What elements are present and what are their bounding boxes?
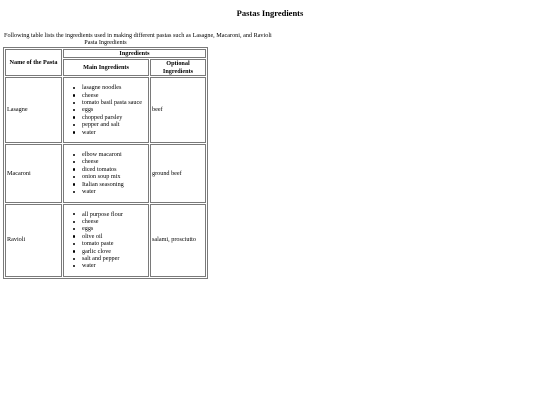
main-ingredients-cell — [63, 144, 149, 202]
page-title: Pastas Ingredients — [236, 8, 304, 18]
table-row — [5, 77, 206, 143]
list-item: cheese — [82, 158, 147, 165]
list-item: all purpose flour — [82, 211, 147, 218]
optional-ingredients-cell: salami, prosciutto — [150, 204, 206, 277]
list-item: tomato basil pasta sauce — [82, 99, 147, 106]
table-row — [5, 204, 206, 277]
pasta-table-container — [3, 39, 208, 279]
main-ingredients-cell — [63, 204, 149, 277]
list-item: eggs — [82, 106, 147, 113]
list-item: tomato paste — [82, 240, 147, 247]
list-item: onion soup mix — [82, 173, 147, 180]
pasta-name-cell: Ravioli — [5, 204, 62, 277]
pasta-name-cell: Lasagne — [5, 77, 62, 143]
list-item: pepper and salt — [82, 121, 147, 128]
header-main-ingredients: Main Ingredients — [63, 59, 149, 76]
header-name-of-pasta: Name of the Pasta — [5, 49, 62, 76]
list-item: garlic clove — [82, 248, 147, 255]
list-item: water — [82, 188, 147, 195]
list-item: Italian seasoning — [82, 181, 147, 188]
list-item: water — [82, 262, 147, 269]
main-ingredients-list — [65, 84, 147, 136]
pasta-name-cell: Macaroni — [5, 144, 62, 202]
list-item: olive oil — [82, 233, 147, 240]
list-item: cheese — [82, 218, 147, 225]
main-ingredients-cell — [63, 77, 149, 143]
intro-text: Following table lists the ingredients used in making different pastas such as Lasagne, Macaroni, and Ravioli — [4, 32, 272, 39]
list-item: salt and pepper — [82, 255, 147, 262]
header-ingredients: Ingredients — [63, 49, 206, 58]
list-item: diced tomatos — [82, 166, 147, 173]
list-item: lasagne noodles — [82, 84, 147, 91]
list-item: elbow macaroni — [82, 151, 147, 158]
optional-ingredients-cell: beef — [150, 77, 206, 143]
list-item: eggs — [82, 225, 147, 232]
list-item: cheese — [82, 92, 147, 99]
main-ingredients-list — [65, 151, 147, 195]
optional-ingredients-cell: ground beef — [150, 144, 206, 202]
main-ingredients-list — [65, 211, 147, 270]
table-row — [5, 144, 206, 202]
pasta-ingredients-table — [3, 47, 208, 279]
list-item: chopped parsley — [82, 114, 147, 121]
header-optional-ingredients: Optional Ingredients — [150, 59, 206, 76]
list-item: water — [82, 129, 147, 136]
table-caption: Pasta Ingredients — [84, 39, 127, 46]
